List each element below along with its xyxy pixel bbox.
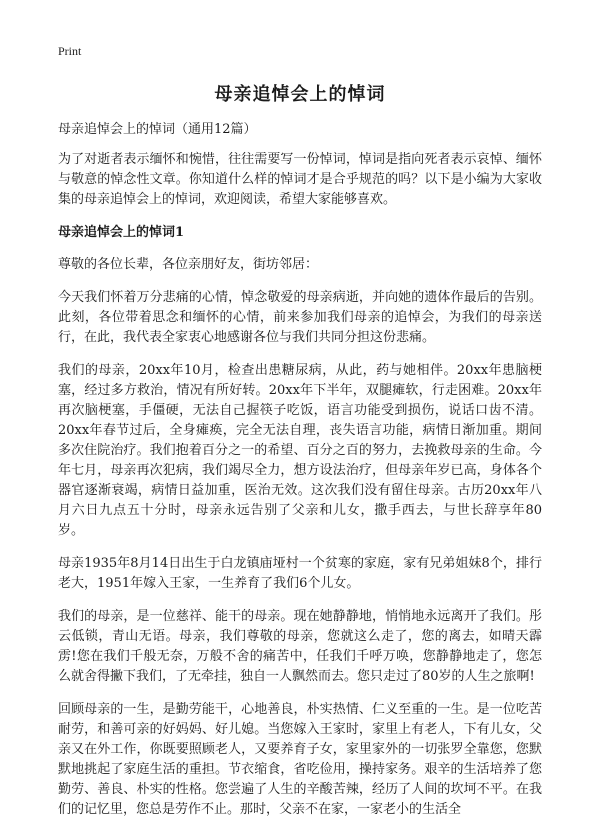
salutation-paragraph: 尊敬的各位长辈，各位亲朋好友，街坊邻居： [58,257,319,272]
document-subtitle: 母亲追悼会上的悼词（通用12篇） [58,122,257,137]
body-paragraph: 我们的母亲，是一位慈祥、能干的母亲。现在她静静地，悄悄地永远离开了我们。彤云低锁，青山无语。母亲，我们尊敬的母亲，您就这么走了，您的离去，如晴天霹雳!您在我们千般无奈，万般不舍的痛苦中，任我们千呼万唤，您静静地走了，您怎么就舍得撇下我们，了无牵挂，独自一人飘然而去。您只走过了80岁的人生之旅啊! [58,609,542,684]
body-paragraph: 回顾母亲的一生，是勤劳能干，心地善良，朴实热情、仁义至重的一生。是一位吃苦耐劳，和善可亲的好妈妈、好儿媳。当您嫁入王家时，家里上有老人，下有儿女，父亲又在外工作，你既要照顾老人，又要养育子女，家里家外的一切张罗全靠您，您默默地挑起了家庭生活的重担。节衣缩食，省吃俭用，操持家务。艰辛的生活培养了您勤劳、善良、朴实的性格。您尝遍了人生的辛酸苦辣，经历了人间的坎坷不平。在我们的记忆里，您总是劳作不止。那时，父亲不在家，一家老小的生活全 [58,702,542,817]
body-paragraph: 我们的母亲，20xx年10月，检查出患糖尿病，从此，药与她相伴。20xx年患脑梗塞，经过多方救治，情况有所好转。20xx年下半年，双腿瘫软，行走困难。20xx年再次脑梗塞，手僵硬，无法自己握筷子吃饭，语言功能受到损伤，说话口齿不清。20xx年春节过后，全身瘫痪，完全无法自理，丧失语言功能，病情日渐加重。期间多次住院治疗。我们抱着百分之一的希望、百分之百的努力，去挽救母亲的生命。今年七月，母亲再次犯病，我们竭尽全力，想方设法治疗，但母亲年岁已高，身体各个器官逐渐衰竭，病情日益加重，医治无效。这次我们没有留住母亲。古历20xx年八月六日九点五十分时，母亲永远告别了父亲和儿女，撒手西去，与世长辞享年80岁。 [58,363,542,538]
intro-paragraph: 为了对逝者表示缅怀和惋惜，往往需要写一份悼词，悼词是指向死者表示哀悼、缅怀与敬意的悼念性文章。你知道什么样的悼词才是合乎规范的吗？以下是小编为大家收集的母亲追悼会上的悼词，欢迎阅读，希望大家能够喜欢。 [58,152,542,207]
body-paragraph: 母亲1935年8月14日出生于白龙镇庙垭村一个贫寒的家庭，家有兄弟姐妹8个，排行老大，1951年嫁入王家，一生养育了我们6个儿女。 [58,556,542,591]
body-paragraph: 今天我们怀着万分悲痛的心情，悼念敬爱的母亲病逝，并向她的遗体作最后的告别。此刻，各位带着思念和缅怀的心情，前来参加我们母亲的追悼会，为我们的母亲送行，在此，我代表全家衷心地感谢各位与我们共同分担这份悲痛。 [58,290,542,345]
section-heading: 母亲追悼会上的悼词1 [58,225,185,240]
print-link[interactable]: Print [58,44,82,58]
page-title: 母亲追悼会上的悼词 [214,84,386,105]
document-body [58,120,542,833]
